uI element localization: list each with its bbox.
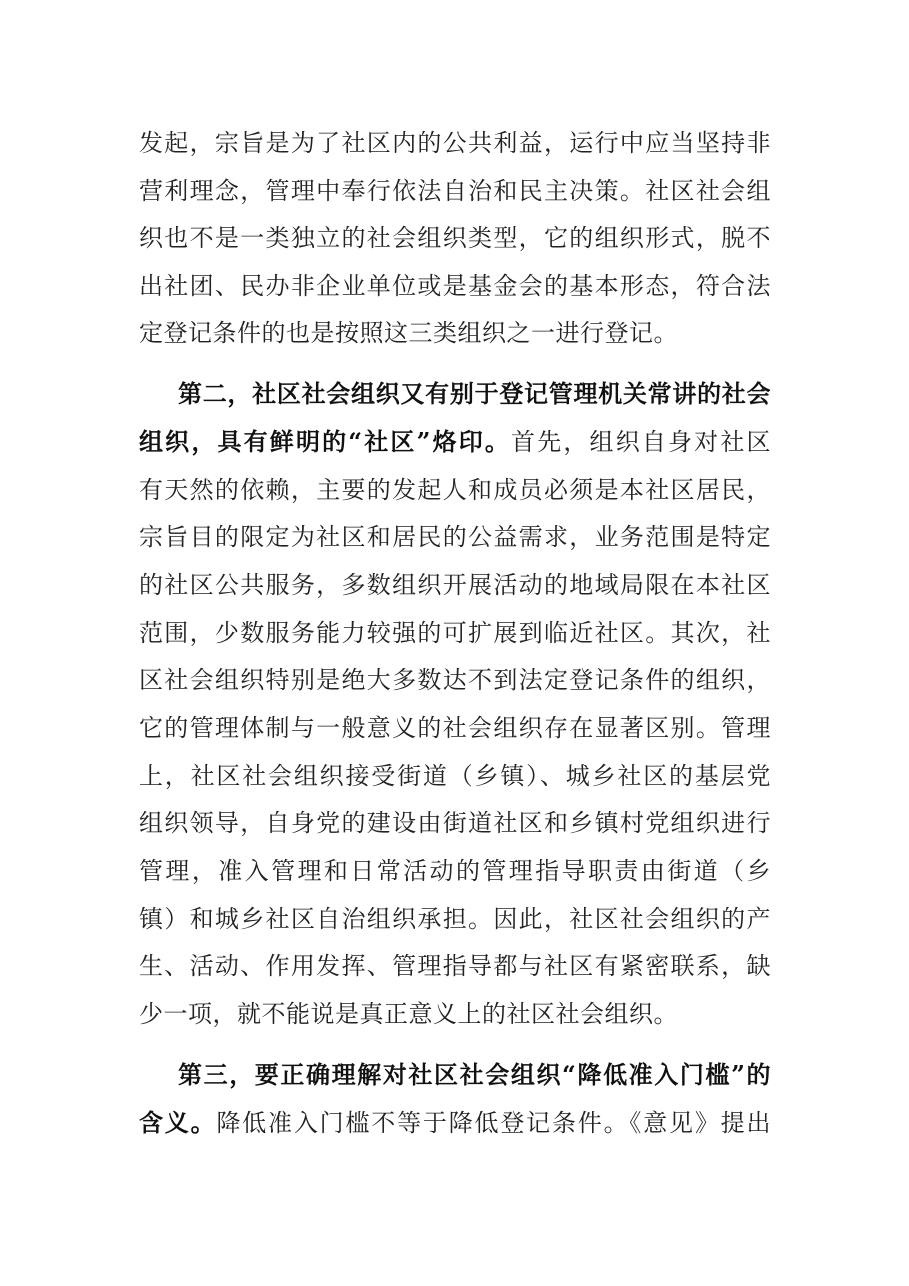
- paragraph-2-line-2: [139, 426, 771, 458]
- bold-heading-run: 第三，要正确理解对社区社会组织“降低准入门槛”的: [178, 1060, 771, 1089]
- bold-heading-run: 组织，具有鲜明的“社区”烙印。: [139, 427, 512, 456]
- bold-heading-run: 第二，社区社会组织又有别于登记管理机关常讲的社会: [178, 379, 771, 408]
- paragraph-2-line-7: [139, 664, 771, 696]
- text-run: 有天然的依赖，主要的发起人和成员必须是本社区居民，: [139, 476, 771, 504]
- text-run: 少一项，就不能说是真正意义上的社区社会组织。: [139, 1000, 678, 1028]
- text-run: 区社会组织特别是绝大多数达不到法定登记条件的组织，: [139, 666, 771, 694]
- text-run: 织也不是一类独立的社会组织类型，它的组织形式，脱不: [139, 224, 771, 252]
- text-run: 它的管理体制与一般意义的社会组织存在显著区别。管理: [139, 714, 771, 742]
- text-run: 营利理念，管理中奉行依法自治和民主决策。社区社会组: [139, 177, 771, 205]
- text-run: 宗旨目的限定为社区和居民的公益需求，业务范围是特定: [139, 523, 771, 551]
- text-run: 出社团、民办非企业单位或是基金会的基本形态，符合法: [139, 272, 771, 300]
- text-run: 首先，组织自身对社区: [511, 428, 772, 456]
- text-run: 发起，宗旨是为了社区内的公共利益，运行中应当坚持非: [139, 129, 771, 157]
- text-run: 组织领导，自身党的建设由街道社区和乡镇村党组织进行: [139, 809, 771, 837]
- paragraph-2-line-8: [139, 712, 771, 744]
- paragraph-2-line-14: [139, 998, 771, 1030]
- paragraph-3-line-1: [178, 1059, 771, 1091]
- bold-heading-run: 含义。: [139, 1108, 217, 1137]
- paragraph-2-line-13: [139, 950, 771, 982]
- paragraph-2-line-5: [139, 569, 771, 601]
- paragraph-1-line-1: [139, 127, 771, 159]
- paragraph-1-line-5: [139, 317, 771, 349]
- text-run: 定登记条件的也是按照这三类组织之一进行登记。: [139, 319, 678, 347]
- paragraph-3-line-2: [139, 1107, 771, 1139]
- paragraph-1-line-3: [139, 222, 771, 254]
- paragraph-2-line-3: [139, 474, 771, 506]
- paragraph-2-line-11: [139, 855, 771, 887]
- text-run: 的社区公共服务，多数组织开展活动的地域局限在本社区: [139, 571, 771, 599]
- paragraph-2-line-9: [139, 760, 771, 792]
- paragraph-1-line-4: [139, 270, 771, 302]
- text-run: 生、活动、作用发挥、管理指导都与社区有紧密联系，缺: [139, 952, 771, 980]
- text-run: 管理，准入管理和日常活动的管理指导职责由街道（乡: [139, 857, 771, 885]
- paragraph-2-line-12: [139, 903, 771, 935]
- paragraph-2-line-1: [178, 378, 771, 410]
- paragraph-2-line-6: [139, 617, 771, 649]
- paragraph-2-line-4: [139, 521, 771, 553]
- paragraph-2-line-10: [139, 807, 771, 839]
- paragraph-1-line-2: [139, 175, 771, 207]
- text-run: 镇）和城乡社区自治组织承担。因此，社区社会组织的产: [139, 905, 771, 933]
- text-run: 降低准入门槛不等于降低登记条件。《意见》提出: [216, 1109, 771, 1137]
- text-run: 上，社区社会组织接受街道（乡镇）、城乡社区的基层党: [139, 762, 771, 790]
- text-run: 范围，少数服务能力较强的可扩展到临近社区。其次，社: [139, 619, 771, 647]
